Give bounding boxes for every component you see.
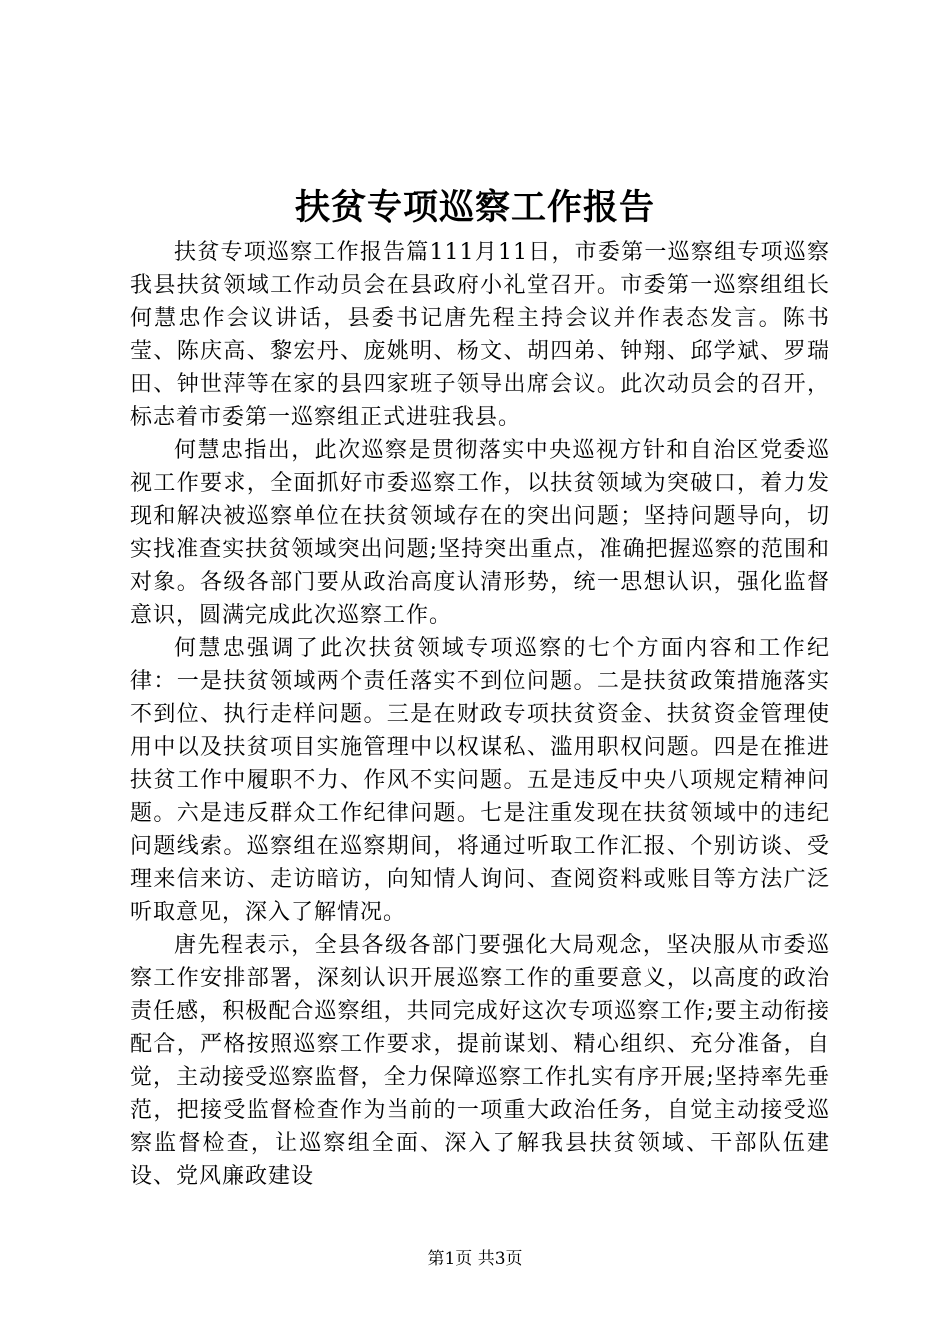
page-footer: 第1页 共3页 [427, 1249, 523, 1269]
paragraph-1: 扶贫专项巡察工作报告篇111月11日，市委第一巡察组专项巡察我县扶贫领域工作动员会在县政府小礼堂召开。市委第一巡察组组长何慧忠作会议讲话，县委书记唐先程主持会议并作表态发言。陈书莹、陈庆高、黎宏丹、庞姚明、杨文、胡四弟、钟翔、邱学斌、罗瑞田、钟世萍等在家的县四家班子领导出席会议。此次动员会的召开，标志着市委第一巡察组正式进驻我县。 [130, 240, 830, 430]
paragraph-3: 何慧忠强调了此次扶贫领域专项巡察的七个方面内容和工作纪律：一是扶贫领域两个责任落实不到位问题。二是扶贫政策措施落实不到位、执行走样问题。三是在财政专项扶贫资金、扶贫资金管理使用中以及扶贫项目实施管理中以权谋私、滥用职权问题。四是在推进扶贫工作中履职不力、作风不实问题。五是违反中央八项规定精神问题。六是违反群众工作纪律问题。七是注重发现在扶贫领域中的违纪问题线索。巡察组在巡察期间，将通过听取工作汇报、个别访谈、受理来信来访、走访暗访，向知情人询问、查阅资料或账目等方法广泛听取意见，深入了解情况。 [130, 636, 830, 925]
document-title: 扶贫专项巡察工作报告 [294, 187, 655, 228]
paragraph-2: 何慧忠指出，此次巡察是贯彻落实中央巡视方针和自治区党委巡视工作要求，全面抓好市委巡察工作，以扶贫领域为突破口，着力发现和解决被巡察单位在扶贫领域存在的突出问题；坚持问题导向，切实找准查实扶贫领域突出问题;坚持突出重点，准确把握巡察的范围和对象。各级各部门要从政治高度认清形势，统一思想认识，强化监督意识，圆满完成此次巡察工作。 [130, 438, 830, 628]
paragraph-4: 唐先程表示，全县各级各部门要强化大局观念，坚决服从市委巡察工作安排部署，深刻认识开展巡察工作的重要意义，以高度的政治责任感，积极配合巡察组，共同完成好这次专项巡察工作;要主动衔接配合，严格按照巡察工作要求，提前谋划、精心组织、充分准备，自觉，主动接受巡察监督，全力保障巡察工作扎实有序开展;坚持率先垂范，把接受监督检查作为当前的一项重大政治任务，自觉主动接受巡察监督检查，让巡察组全面、深入了解我县扶贫领域、干部队伍建设、党风廉政建设 [130, 933, 830, 1189]
document-body [130, 236, 830, 1193]
